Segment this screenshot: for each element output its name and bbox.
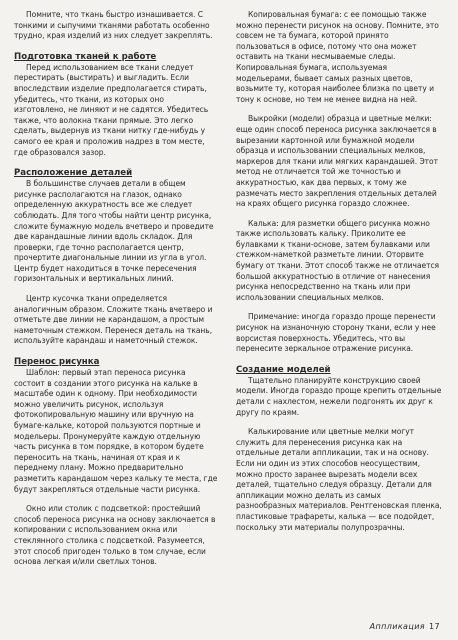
paragraph: Калька: для разметки общего рисунка можно также использовать кальку. Приколите ее булавками к ткани-основе, затем булавками или стежком-наметкой разметьте линии. Оторвите бумагу от ткани. Этот способ также не отличается большой аккуратностью в отличие от нанесения рисунка непосредственно на ткань или при использовании специальных мелков.	[236, 218, 440, 302]
spacer	[14, 285, 218, 294]
spacer	[236, 418, 442, 427]
spacer	[236, 210, 442, 219]
paragraph: Выкройки (модели) образца и цветные мелки: еще один способ переноса рисунка заключается в вырезании картонной или бумажной модели образца и использовании специальных мелков, маркеров для ткани или мягких карандашей. Этот метод не отличается той же точностью и аккуратностью, как два первых, к тому же размечать место закрепления отдельных деталей на краях общего рисунка гораздо сложнее.	[236, 114, 438, 209]
spacer	[236, 303, 442, 312]
heading-fabric-preparation: Подготовка тканей к работе	[14, 51, 157, 62]
spacer	[236, 105, 442, 114]
spacer	[14, 158, 218, 167]
section-title: Аппликация	[369, 622, 426, 631]
paragraph: Калькирование или цветные мелки могут служить для перенесения рисунка как на отдельные детали аппликации, так и на основу. Если ни один из этих способов неосуществим, можно просто заранее вырезать модели всех деталей, тщательно следуя образцу. Детали для аппликации можно делать из самых разнообразных материалов. Рентгеновская пленка, пластиковые трафареты, калька — все подойдет, поскольку эти материалы полупрозрачны.	[236, 427, 442, 532]
right-column	[236, 10, 442, 533]
page-number: 17	[429, 622, 440, 631]
spacer	[236, 355, 442, 364]
paragraph: Шаблон: первый этап переноса рисунка состоит в создании этого рисунка на кальке в масштабе один к одному. При необходимости можно увеличить рисунок, используя фотокопировальную машину или вручную на бумаге-кальке, которой пользуются портные и модельеры. Пронумеруйте каждую отдельную часть рисунка в том порядке, в котором будете переносить на ткань, начиная от края и к переднему плану. Можно предварительно разметить карандашом через кальку те места, где будут закрепляться отдельные части рисунка.	[14, 368, 218, 494]
heading-pattern-transfer: Перенос рисунка	[14, 357, 100, 368]
paragraph: В большинстве случаев детали в общем рисунке располагаются на глазок, однако определенную аккуратность все же следует соблюдать. Для того чтобы найти центр рисунка, сложите бумажную модель вчетверо и проведите две карандашные линии вдоль складок. Для проверки, где точно располагается центр, прочертите диагональные линии из угла в угол. Центр будет находиться в точке пересечения горизонтальных и вертикальных линий.	[14, 179, 214, 284]
left-column	[14, 10, 218, 568]
heading-creating-models: Создание моделей	[236, 364, 331, 375]
spacer	[14, 42, 218, 51]
spacer	[14, 495, 218, 504]
paragraph: Тщательно планируйте конструкцию своей модели. Иногда гораздо проще крепить отдельные детали с нахлестом, нежели подгонять их друг к другу по краям.	[236, 375, 442, 417]
heading-parts-arrangement: Расположение деталей	[14, 168, 133, 179]
spacer	[14, 347, 218, 356]
page-footer	[370, 622, 440, 631]
paragraph: Примечание: иногда гораздо проще перенести рисунок на изнаночную сторону ткани, если у нее ворсистая поверхность. Убедитесь, что вы перенесите зеркальное отражение рисунка.	[236, 312, 436, 354]
paragraph: Помните, что ткань быстро изнашивается. С тонкими и сыпучими тканями работать особенно трудно, края изделий из них следует закреплять.	[14, 10, 213, 41]
paragraph: Окно или столик с подсветкой: простейший способ переноса рисунка на основу заключается в копировании с использованием окна или стеклянного столика с подсветкой. Разумеется, этот способ пригоден только в том случае, если основа легкая и/или светлых тонов.	[14, 504, 216, 567]
paragraph: Копировальная бумага: с ее помощью также можно перенести рисунок на основу. Помните, это совсем не та бумага, которой принято пользоваться в офисе, потому что она может оставить на ткани несмываемые следы. Копировальная бумага, используемая модельерами, бывает самых разных цветов, возьмите ту, которая наиболее близка по цвету и тону к основе, но тем не менее видна на ней.	[236, 10, 439, 104]
paragraph: Перед использованием все ткани следует перестирать (выстирать) и выгладить. Если впоследствии изделие предполагается стирать, убедитесь, что ткани, из которых оно изготовлено, не линяют и не садятся. Убедитесь также, что волокна ткани прямые. Это легко сделать, выдернув из ткани нитку где-нибудь у самого ее края и проложив надрез в том месте, где образовался зазор.	[14, 62, 209, 157]
paragraph: Центр кусочка ткани определяется аналогичным образом. Сложите ткань вчетверо и отметьте две линии не карандашом, а простым наметочным стежком. Перенеся деталь на ткань, используйте карандаш и наметочный стежок.	[14, 294, 213, 346]
